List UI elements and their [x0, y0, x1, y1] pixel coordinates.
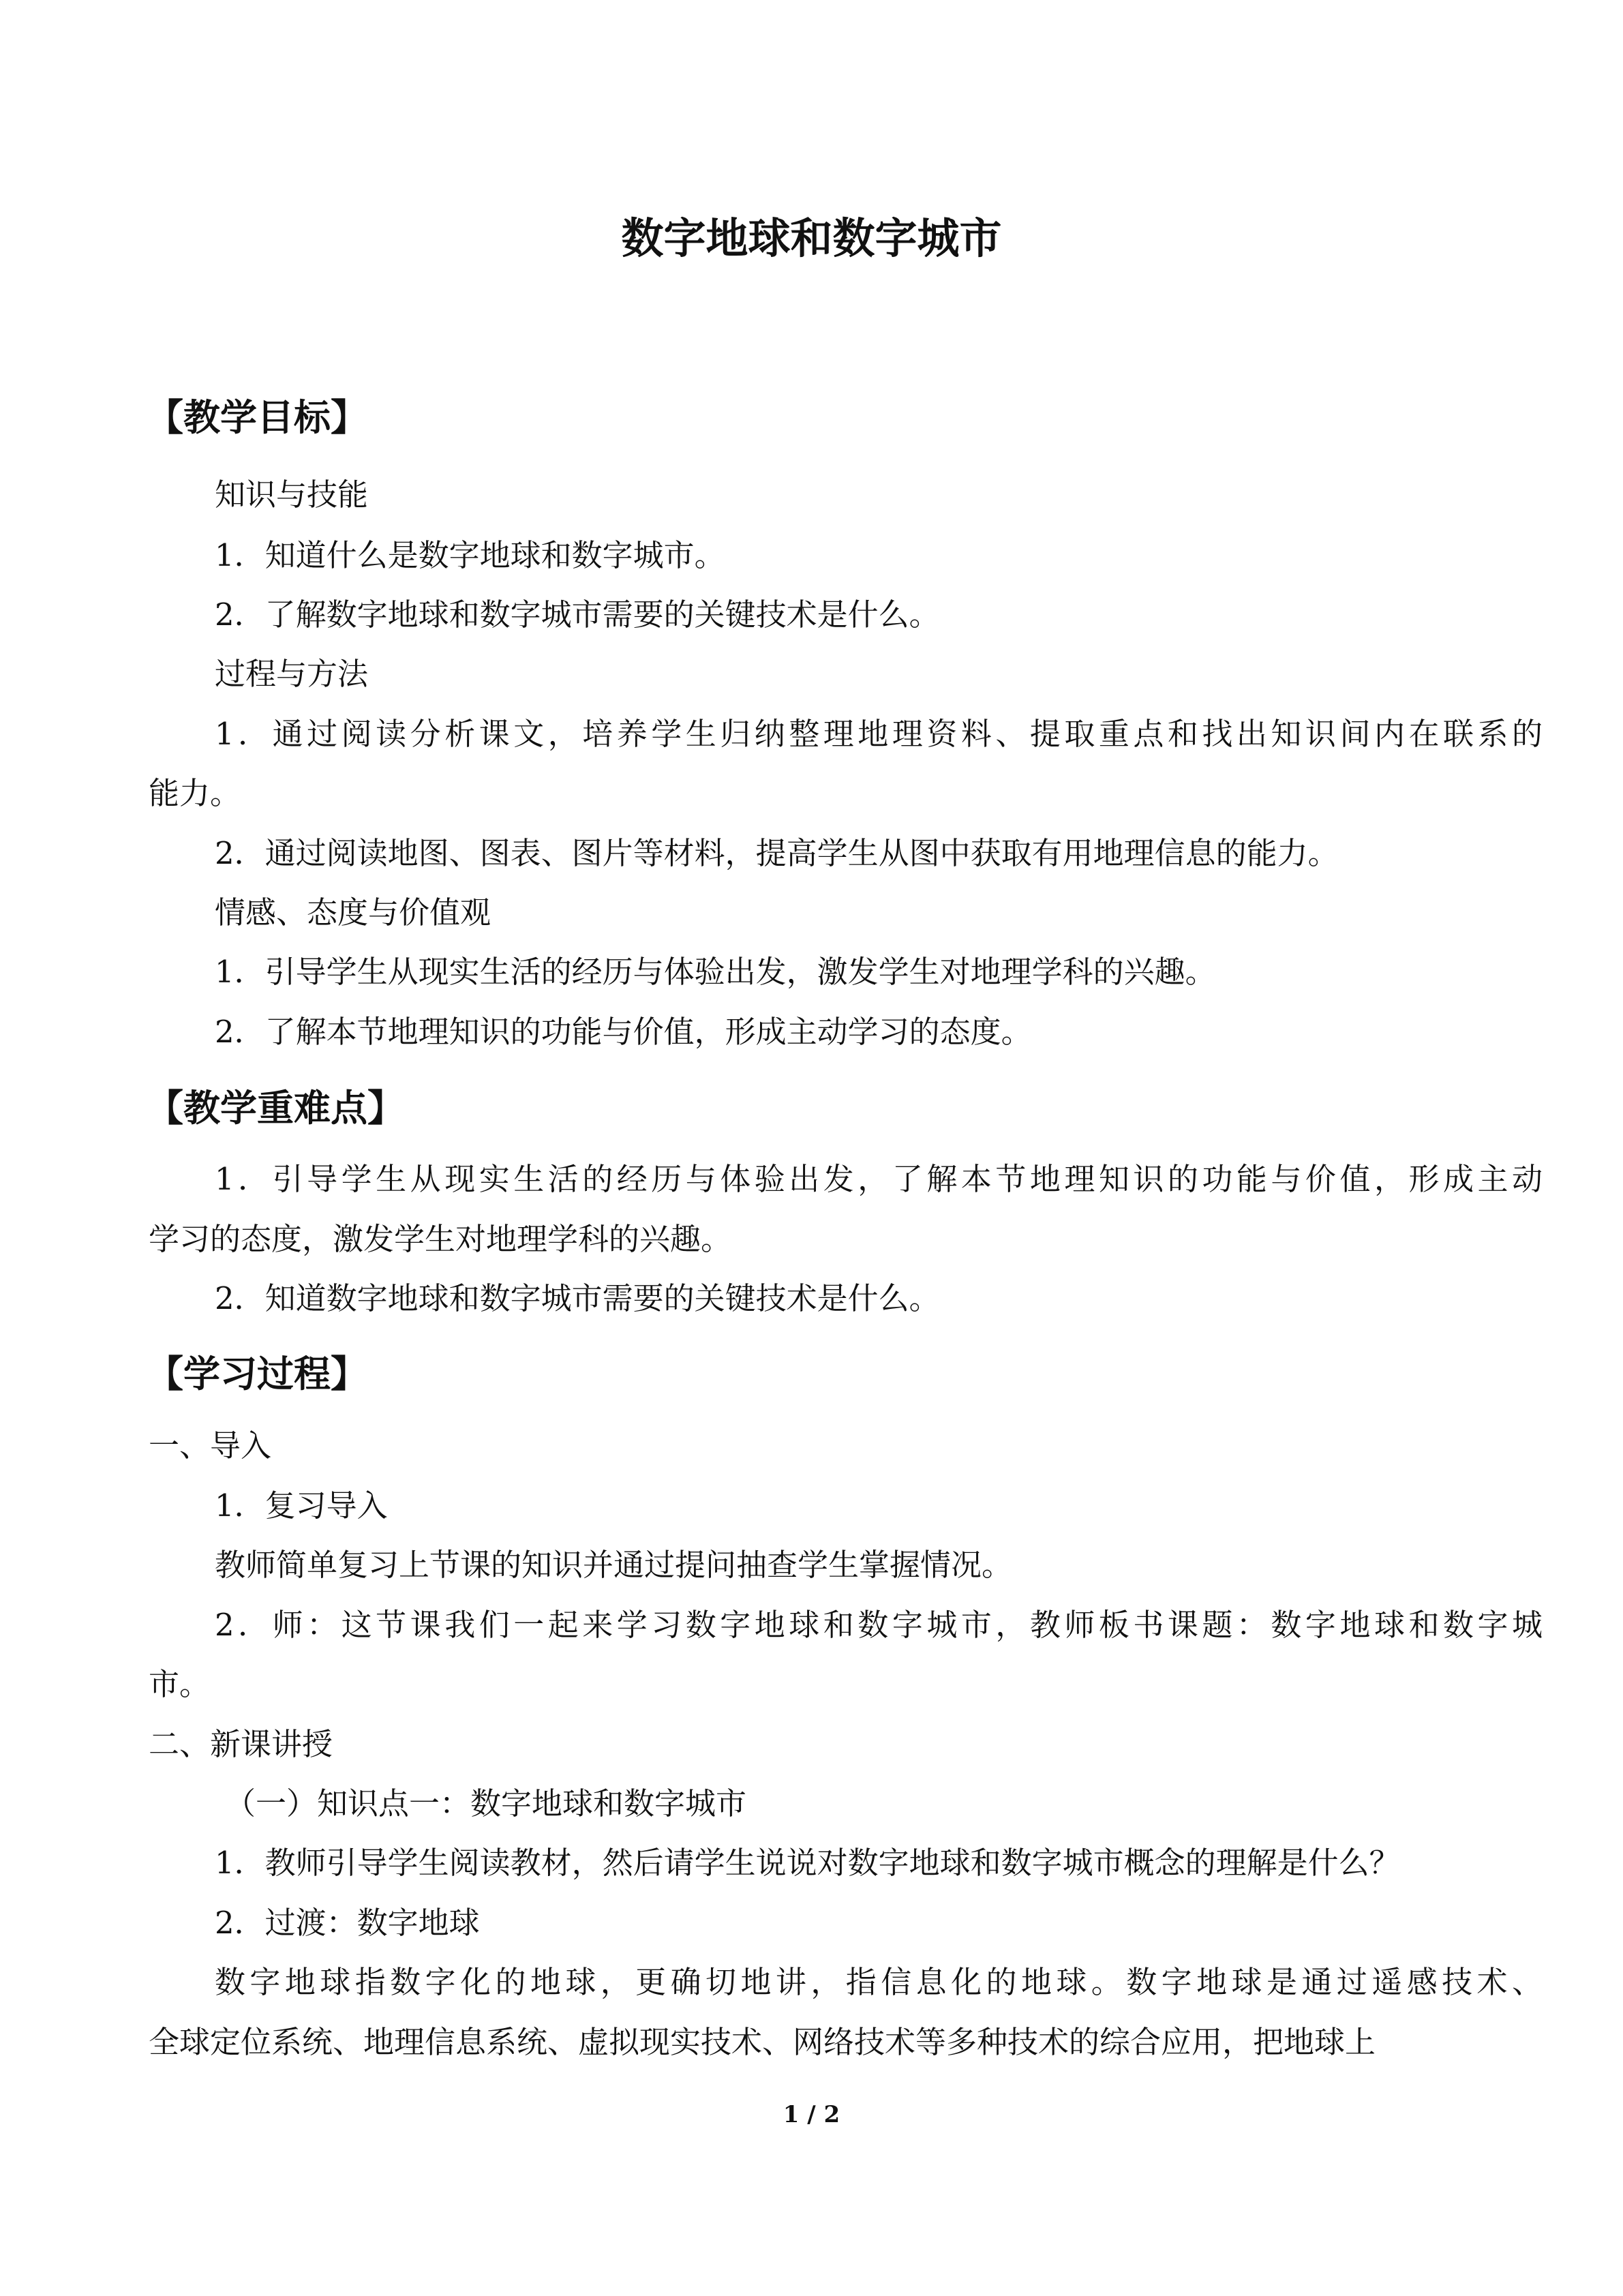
section-heading-keypoints: 【教学重难点】 [147, 1087, 404, 1130]
keypoint-1a: 1．引导学生从现实生活的经历与体验出发，了解本节地理知识的功能与价值，形成主动 [215, 1161, 1543, 1197]
process-part-1: 一、导入 [149, 1428, 272, 1464]
goal-method-2: 2．通过阅读地图、图表、图片等材料，提高学生从图中获取有用地理信息的能力。 [215, 835, 1339, 871]
subheading-knowledge: 知识与技能 [215, 477, 369, 513]
process-paragraph-b: 全球定位系统、地理信息系统、虚拟现实技术、网络技术等多种技术的综合应用，把地球上 [149, 2024, 1376, 2060]
goal-emotion-1: 1．引导学生从现实生活的经历与体验出发，激发学生对地理学科的兴趣。 [215, 954, 1216, 990]
keypoint-1b: 学习的态度，激发学生对地理学科的兴趣。 [149, 1221, 732, 1257]
goal-method-1a: 1．通过阅读分析课文，培养学生归纳整理地理资料、提取重点和找出知识间内在联系的 [215, 716, 1543, 752]
process-new-2: 2．过渡：数字地球 [215, 1905, 480, 1941]
subheading-method: 过程与方法 [215, 656, 369, 692]
page-number: 1 / 2 [783, 2101, 840, 2128]
goal-method-1b: 能力。 [149, 775, 241, 811]
process-paragraph-a: 数字地球指数字化的地球，更确切地讲，指信息化的地球。数字地球是通过遥感技术、 [215, 1964, 1543, 2000]
process-review-text: 教师简单复习上节课的知识并通过提问抽查学生掌握情况。 [215, 1547, 1013, 1583]
process-review-2b: 市。 [149, 1666, 211, 1702]
goal-knowledge-2: 2．了解数字地球和数字城市需要的关键技术是什么。 [215, 596, 940, 633]
page-title: 数字地球和数字城市 [621, 213, 1002, 263]
process-review-2a: 2．师：这节课我们一起来学习数字地球和数字城市，教师板书课题：数字地球和数字城 [215, 1607, 1543, 1643]
section-heading-process: 【学习过程】 [147, 1353, 367, 1395]
goal-knowledge-1: 1．知道什么是数字地球和数字城市。 [215, 537, 725, 573]
process-part-2: 二、新课讲授 [149, 1726, 333, 1762]
goal-emotion-2: 2．了解本节地理知识的功能与价值，形成主动学习的态度。 [215, 1014, 1032, 1050]
process-review-1: 1．复习导入 [215, 1487, 388, 1524]
subheading-emotion: 情感、态度与价值观 [215, 894, 491, 931]
process-new-1: 1．教师引导学生阅读教材，然后请学生说说对数字地球和数字城市概念的理解是什么？ [215, 1845, 1400, 1881]
process-knowledge-point-1: （一）知识点一：数字地球和数字城市 [225, 1785, 747, 1822]
section-heading-goals: 【教学目标】 [147, 396, 367, 439]
keypoint-2: 2．知道数字地球和数字城市需要的关键技术是什么。 [215, 1280, 940, 1316]
